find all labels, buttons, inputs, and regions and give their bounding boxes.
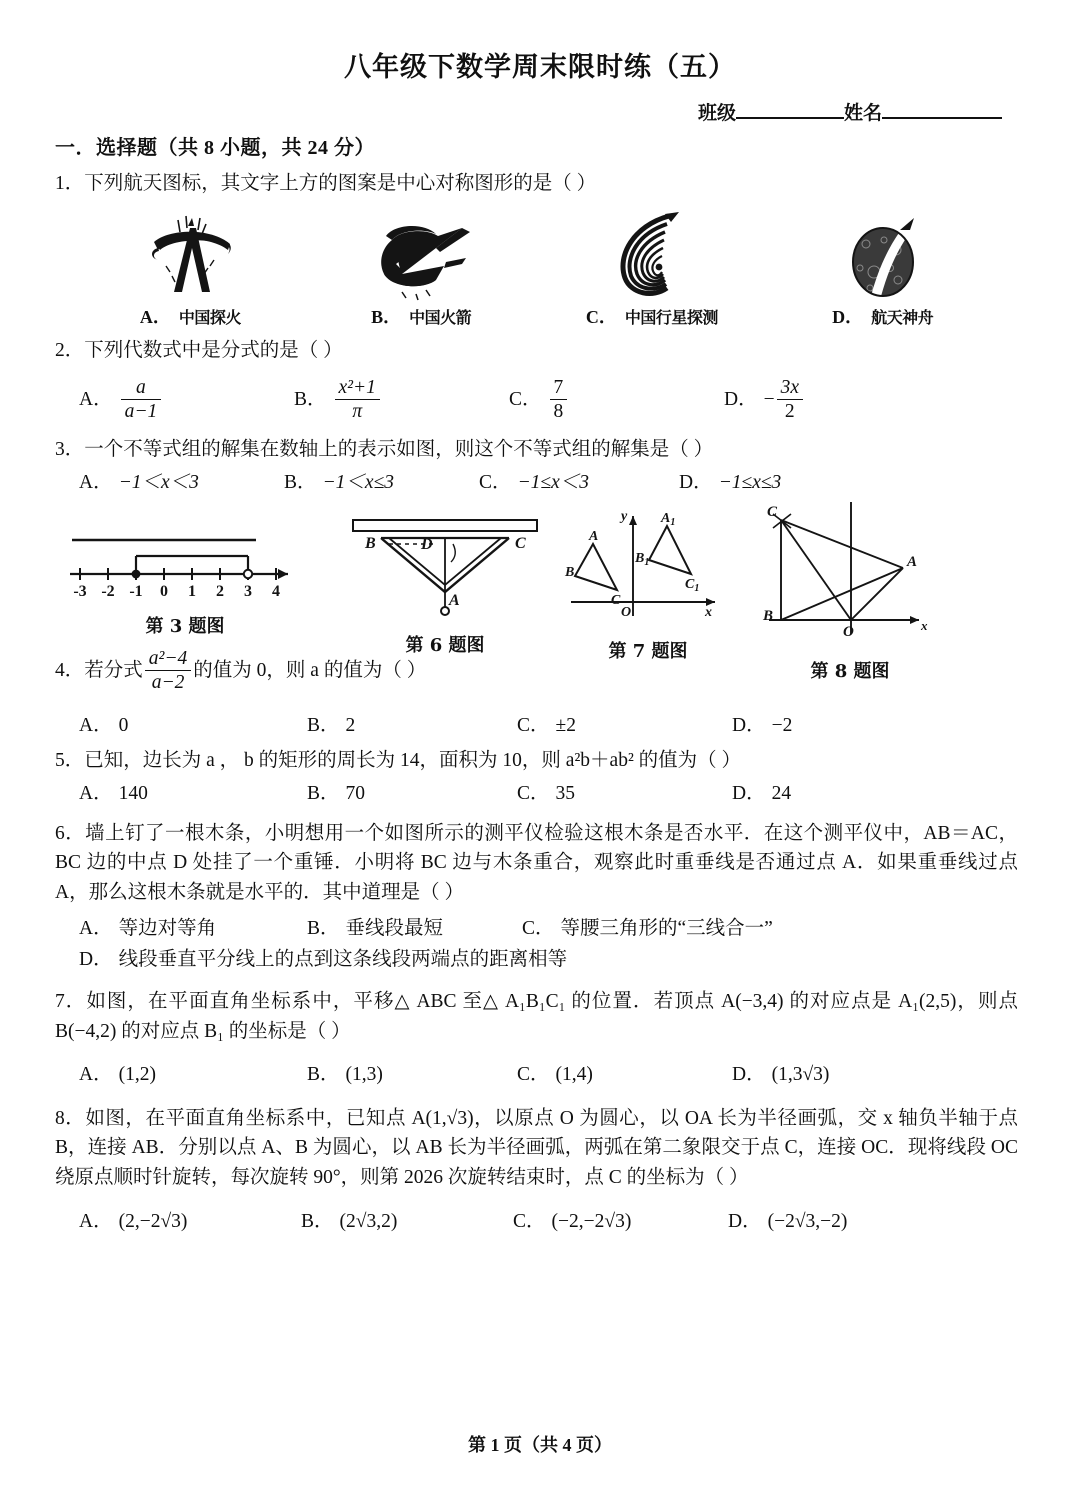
question-2-choice-d[interactable]: D． − $\frac{3x}{2}$: [724, 377, 805, 424]
question-2-choices: [55, 372, 1018, 430]
figure-3-tick: 0: [160, 582, 168, 600]
figure-3-tick: -2: [101, 582, 115, 600]
question-8-choices: [55, 1207, 1018, 1237]
question-7-choice-d[interactable]: D． (1,3√3): [732, 1064, 830, 1086]
question-1-choice-b[interactable]: [331, 210, 511, 331]
question-7-choice-c[interactable]: C． (1,4): [517, 1064, 593, 1086]
rocket-logo-icon: [331, 210, 511, 302]
figure-8-label-a: A: [907, 553, 918, 570]
figure-3-caption: 第 3 题图: [145, 615, 225, 637]
question-2-choice-b[interactable]: B． $\frac{\text{x²+1}}{\pi}$: [294, 377, 509, 424]
figure-7-label-c1: $C_1$: [685, 576, 700, 594]
figure-7-label-b: B: [565, 564, 575, 580]
question-5-text: 5．已知，边长为 a ， b 的矩形的周长为 14，面积为 10，则 a²b＋ab² 的值为（ ）: [55, 749, 742, 771]
student-info-line: [0, 98, 1080, 125]
question-6-choices-row2: [55, 945, 1018, 975]
question-1-choice-a[interactable]: [100, 210, 280, 331]
question-4-choice-c[interactable]: C． ±2: [517, 714, 576, 736]
question-1-choice-c[interactable]: [562, 210, 742, 331]
question-8: [55, 1104, 1018, 1237]
question-8-choice-d[interactable]: D． (−2√3,−2): [728, 1210, 848, 1232]
question-1-choice-a-label: A． 中国探火: [139, 306, 241, 327]
figure-8-axis-x: x: [921, 617, 928, 633]
question-4-choices: [55, 711, 1018, 741]
exam-page: [0, 45, 1080, 1485]
class-label: 班级: [697, 103, 736, 124]
question-6-choices-row1: [55, 914, 1018, 944]
question-1-choices: [55, 203, 1018, 331]
question-4-choice-a[interactable]: A． 0: [79, 714, 129, 736]
question-6-text: 6．墙上钉了一根木条，小明想用一个如图所示的测平仪检验这根木条是否水平．在这个测平仪中，AB＝AC，BC 边的中点 D 处挂了一个重锤．小明将 BC 边与木条重合，观察此时重垂线是否通过点 A．如果重垂线过点 A，那么这根木条就是水平的．其中道理是（ ）: [55, 822, 1018, 904]
question-4-choice-b[interactable]: B． 2: [307, 714, 356, 736]
figure-7-label-a1: $A_1$: [661, 510, 676, 528]
question-3-text: 3．一个不等式组的解集在数轴上的表示如图，则这个不等式组的解集是（ ）: [55, 438, 714, 460]
question-2-text: 2．下列代数式中是分式的是（ ）: [55, 340, 343, 362]
question-8-choice-c[interactable]: C． (−2,−2√3): [513, 1210, 632, 1232]
figure-7: [563, 504, 733, 665]
class-blank[interactable]: [736, 117, 844, 119]
question-7-choice-b[interactable]: B． (1,3): [307, 1064, 383, 1086]
question-5-choice-c[interactable]: C． 35: [517, 783, 576, 805]
name-label: 姓名: [843, 103, 882, 124]
question-5-choice-d[interactable]: D． 24: [732, 783, 792, 805]
question-1-choice-d-label: D． 航天神舟: [832, 306, 934, 327]
figure-8-origin: O: [843, 623, 854, 640]
question-7-choice-a[interactable]: A． (1,2): [79, 1064, 156, 1086]
question-1-text: 1．下列航天图标，其文字上方的图案是中心对称图形的是（ ）: [55, 173, 597, 195]
figure-7-origin: O: [621, 604, 632, 620]
figure-7-label-a: A: [589, 528, 599, 544]
figure-6-label-a: A: [449, 591, 460, 609]
figure-3-tick: 4: [272, 582, 280, 600]
figure-6-caption: 第 6 题图: [405, 634, 485, 656]
question-7-choices: [55, 1060, 1018, 1090]
question-6-choice-a[interactable]: A． 等边对等角: [79, 917, 217, 939]
figure-8: [755, 500, 945, 685]
question-8-text: 8．如图，在平面直角坐标系中，已知点 A(1,√3)，以原点 O 为圆心，以 OA 长为半径画弧，交 x 轴负半轴于点 B，连接 AB．分别以点 A、B 为圆心，以 AB 长为半径画弧，两弧在第二象限交于点 C，连接 OC．现将线段 OC 绕原点顺时针旋转，每次旋转 90°，则第 2026 次旋转结束时，点 C 的坐标为（ ）: [55, 1107, 1018, 1189]
shenzhou-logo-icon: [793, 210, 973, 302]
question-6-choice-b[interactable]: B． 垂线段最短: [307, 917, 444, 939]
figure-3-tick: 2: [216, 582, 224, 600]
question-1: [55, 169, 1018, 331]
figure-6-label-d: D: [421, 535, 433, 553]
question-3-choices: [55, 468, 1018, 498]
figure-3-tick: -3: [73, 582, 87, 600]
figure-7-label-b1: $B_1$: [635, 550, 650, 568]
question-1-choice-c-label: C． 中国行星探测: [585, 306, 718, 327]
question-1-choice-d[interactable]: [793, 210, 973, 331]
question-6: [55, 819, 1018, 975]
figure-3-tick: 3: [244, 582, 252, 600]
figure-8-label-c: C: [767, 503, 778, 520]
question-5: [55, 746, 1018, 809]
figure-3: [60, 516, 310, 640]
question-7: [55, 987, 1018, 1090]
name-blank[interactable]: [882, 117, 1002, 119]
question-7-text: 7．如图，在平面直角坐标系中，平移△ ABC 至△ A₁B₁C₁ 的位置．若顶点 A(−3,4) 的对应点是 A₁(2,5)，则点 B(−4,2) 的对应点 B₁ 的坐标是（ ）: [55, 990, 1018, 1042]
page-title: 八年级下数学周末限时练（五）: [344, 52, 736, 83]
figure-7-caption: 第 7 题图: [608, 640, 688, 662]
question-1-number: 1．: [55, 173, 85, 195]
figure-3-tick: -1: [129, 582, 143, 600]
figure-8-caption: 第 8 题图: [810, 660, 890, 682]
question-2-choice-a[interactable]: A． $\frac{a}{a-1}$: [79, 377, 294, 424]
question-8-choice-a[interactable]: A． (2,−2√3): [79, 1210, 188, 1232]
figure-6-label-b: B: [365, 534, 376, 552]
question-2: [55, 336, 1018, 430]
question-1-choice-b-label: B． 中国火箭: [371, 306, 472, 327]
figure-7-axis-y: y: [621, 508, 628, 524]
page-footer: 第 1 页（共 4 页）: [468, 1435, 612, 1455]
figure-6-label-c: C: [515, 534, 526, 552]
question-2-choice-c[interactable]: C． $\frac{7}{8}$: [509, 377, 724, 424]
question-3: [55, 435, 1018, 498]
figure-6: [345, 508, 545, 659]
planet-exploration-logo-icon: [562, 210, 742, 302]
question-3-choice-d[interactable]: D． −1≤x≤3: [679, 472, 782, 494]
figure-7-label-c: C: [611, 592, 621, 608]
figure-7-axis-x: x: [705, 604, 712, 620]
figure-3-tick: 1: [188, 582, 196, 600]
question-3-choice-c[interactable]: C． −1≤x＜3: [479, 472, 590, 494]
mars-探火-logo-icon: [100, 210, 280, 302]
question-4-choice-d[interactable]: D． −2: [732, 714, 793, 736]
question-3-choice-a[interactable]: A． −1＜x＜3: [79, 472, 199, 494]
question-6-choice-d[interactable]: D． 线段垂直平分线上的点到这条线段两端点的距离相等: [79, 949, 568, 971]
question-5-choice-b[interactable]: B． 70: [307, 783, 366, 805]
question-4-text: 4．若分式 $\frac{\text{a²−4}}{a-2}$ 的值为 0，则 a 的值为（ ）: [55, 647, 427, 693]
question-8-choice-b[interactable]: B． (2√3,2): [301, 1210, 398, 1232]
question-5-choice-a[interactable]: A． 140: [79, 783, 148, 805]
question-6-choice-c[interactable]: C． 等腰三角形的“三线合一”: [522, 917, 773, 939]
figure-8-label-b: B: [763, 607, 774, 624]
exam-content: [0, 133, 1080, 1236]
question-5-choices: [55, 779, 1018, 809]
section-heading: 一．选择题（共 8 小题，共 24 分）: [55, 137, 375, 159]
question-3-choice-b[interactable]: B． −1＜x≤3: [284, 472, 395, 494]
